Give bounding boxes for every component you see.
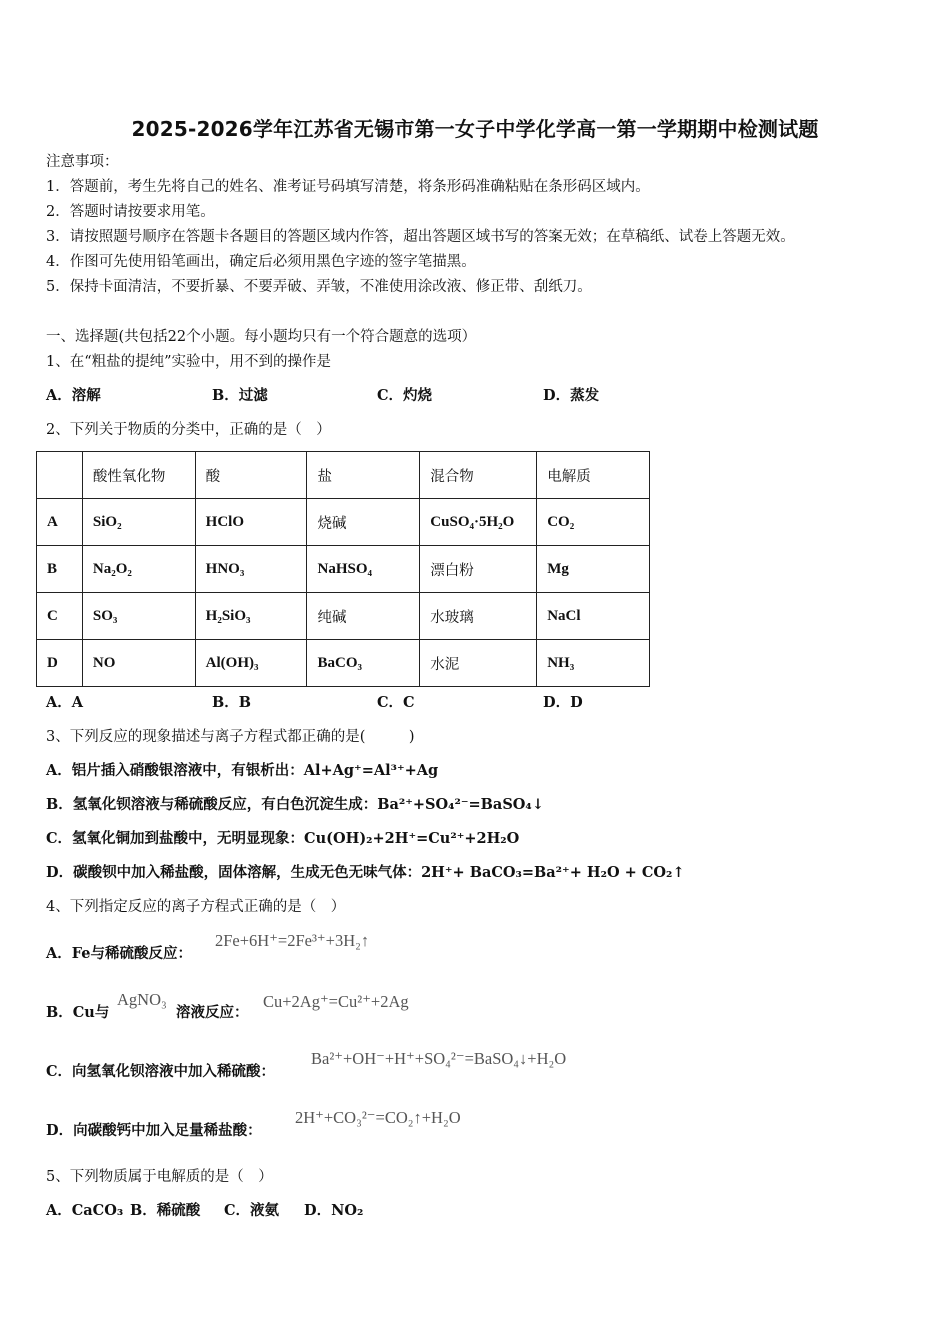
page-title: 2025-2026学年江苏省无锡市第一女子中学化学高一第一学期期中检测试题 [131, 117, 819, 141]
table-cell: NO [82, 640, 195, 687]
table-cell: C [37, 593, 83, 640]
table-row [37, 499, 650, 546]
classification-table [36, 451, 650, 687]
q4-option-b-label-2: 溶液反应： [176, 1004, 249, 1021]
q4-option-c-formula: Ba²⁺+OH⁻+H⁺+SO₄²⁻=BaSO₄↓+H₂O [311, 1049, 567, 1068]
notice-item: 5．保持卡面清洁，不要折暴、不要弄破、弄皱，不准使用涂改液、修正带、刮纸刀。 [46, 279, 592, 295]
notice-item: 2．答题时请按要求用笔。 [46, 204, 215, 220]
question-4-stem: 4、下列指定反应的离子方程式正确的是（ ） [46, 899, 346, 915]
q2-option-a: A．A [46, 694, 84, 711]
table-cell: 水泥 [420, 640, 537, 687]
q3-option-d: D．碳酸钡中加入稀盐酸，固体溶解，生成无色无味气体：2H⁺+ BaCO₃=Ba²⁺+ H₂O + CO₂↑ [46, 864, 685, 881]
q3-option-a: A．铝片插入硝酸银溶液中，有银析出：Al+Ag⁺=Al³⁺+Ag [46, 762, 439, 779]
table-cell: 水玻璃 [420, 593, 537, 640]
q5-option-b: B．稀硫酸 [130, 1202, 201, 1219]
q1-option-a: A．溶解 [46, 387, 101, 404]
q5-option-a: A．CaCO₃ [46, 1202, 124, 1219]
table-header-cell: 酸性氧化物 [82, 452, 195, 499]
table-cell: 纯碱 [307, 593, 420, 640]
question-3-stem: 3、下列反应的现象描述与离子方程式都正确的是( ) [46, 729, 415, 745]
table-cell: NaHSO₄ [307, 546, 420, 593]
question-1-stem: 1、在“粗盐的提纯”实验中，用不到的操作是 [46, 354, 332, 370]
q2-option-c: C．C [377, 694, 415, 711]
q4-option-c-label: C．向氢氧化钡溶液中加入稀硫酸： [46, 1063, 276, 1080]
table-header-cell: 盐 [307, 452, 420, 499]
q2-option-b: B．B [212, 694, 252, 711]
table-cell: BaCO₃ [307, 640, 420, 687]
notice-item: 4．作图可先使用铅笔画出，确定后必须用黑色字迹的签字笔描黑。 [46, 254, 476, 270]
table-cell: Na₂O₂ [82, 546, 195, 593]
table-cell: Mg [537, 546, 650, 593]
table-cell: 烧碱 [307, 499, 420, 546]
q4-option-a-formula: 2Fe+6H⁺=2Fe³⁺+3H₂↑ [215, 931, 370, 950]
table-cell: 漂白粉 [420, 546, 537, 593]
table-cell: NH₃ [537, 640, 650, 687]
q4-option-b-label: B．Cu与 [46, 1004, 110, 1021]
table-cell: B [37, 546, 83, 593]
q1-option-d: D．蒸发 [543, 387, 600, 404]
table-cell: SiO₂ [82, 499, 195, 546]
q1-option-c: C．灼烧 [377, 387, 433, 404]
q3-option-b: B．氢氧化钡溶液与稀硫酸反应，有白色沉淀生成：Ba²⁺+SO₄²⁻=BaSO₄↓ [46, 796, 544, 813]
notice-heading: 注意事项： [46, 154, 119, 170]
table-header-row [37, 452, 650, 499]
table-header-cell [37, 452, 83, 499]
q4-option-b-reagent: AgNO₃ [117, 990, 167, 1009]
table-cell: HNO₃ [195, 546, 307, 593]
table-cell: H₂SiO₃ [195, 593, 307, 640]
question-2-stem: 2、下列关于物质的分类中，正确的是（ ） [46, 422, 331, 438]
section-heading: 一、选择题(共包括22个小题。每小题均只有一个符合题意的选项） [46, 329, 477, 345]
table-cell: Al(OH)₃ [195, 640, 307, 687]
notice-item: 1．答题前，考生先将自己的姓名、准考证号码填写清楚，将条形码准确粘贴在条形码区域内。 [46, 179, 650, 195]
table-cell: A [37, 499, 83, 546]
table-row [37, 546, 650, 593]
table-cell: NaCl [537, 593, 650, 640]
q5-option-c: C．液氨 [224, 1202, 280, 1219]
q1-option-b: B．过滤 [212, 387, 268, 404]
q5-option-d: D．NO₂ [304, 1202, 364, 1219]
table-cell: D [37, 640, 83, 687]
table-header-cell: 混合物 [420, 452, 537, 499]
table-cell: SO₃ [82, 593, 195, 640]
q3-option-c: C．氢氧化铜加到盐酸中，无明显现象：Cu(OH)₂+2H⁺=Cu²⁺+2H₂O [46, 830, 520, 847]
table-cell: HClO [195, 499, 307, 546]
table-cell: CO₂ [537, 499, 650, 546]
table-header-cell: 酸 [195, 452, 307, 499]
table-cell: CuSO₄·5H₂O [420, 499, 537, 546]
question-5-stem: 5、下列物质属于电解质的是（ ） [46, 1169, 273, 1185]
q4-option-a-label: A．Fe与稀硫酸反应： [46, 945, 192, 962]
table-header-cell: 电解质 [537, 452, 650, 499]
table-row [37, 593, 650, 640]
q4-option-b-formula: Cu+2Ag⁺=Cu²⁺+2Ag [263, 992, 409, 1011]
q4-option-d-label: D．向碳酸钙中加入足量稀盐酸： [46, 1122, 262, 1139]
notice-item: 3．请按照题号顺序在答题卡各题目的答题区域内作答，超出答题区域书写的答案无效；在草稿纸、试卷上答题无效。 [46, 229, 795, 245]
table-row [37, 640, 650, 687]
q2-option-d: D．D [543, 694, 583, 711]
q4-option-d-formula: 2H⁺+CO₃²⁻=CO₂↑+H₂O [295, 1108, 461, 1127]
